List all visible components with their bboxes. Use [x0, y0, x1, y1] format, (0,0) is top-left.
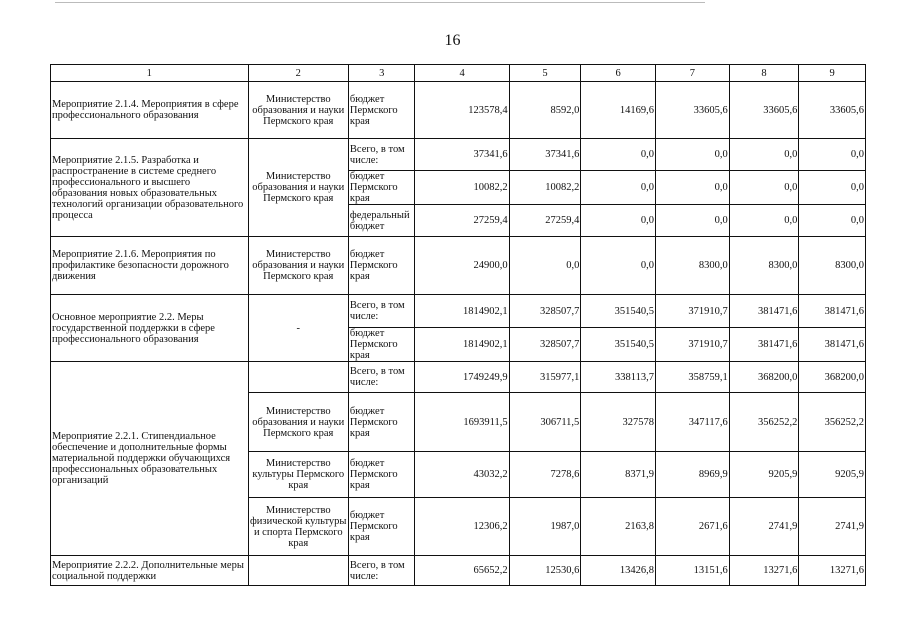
value-cell: 328507,7: [509, 328, 581, 362]
executor: Министерство культуры Пермского края: [248, 452, 348, 498]
value-cell: 381471,6: [729, 295, 799, 328]
value-cell: 123578,4: [415, 82, 509, 139]
value-cell: 381471,6: [729, 328, 799, 362]
header-cell: 8: [729, 65, 799, 82]
value-cell: 306711,5: [509, 393, 581, 452]
value-cell: 27259,4: [415, 205, 509, 237]
value-cell: 13271,6: [729, 556, 799, 586]
value-cell: 338113,7: [581, 362, 656, 393]
value-cell: 371910,7: [656, 328, 730, 362]
value-cell: 8592,0: [509, 82, 581, 139]
value-cell: 9205,9: [799, 452, 866, 498]
header-cell: 3: [348, 65, 415, 82]
executor: Министерство образования и науки Пермского края: [248, 139, 348, 237]
value-cell: 1749249,9: [415, 362, 509, 393]
value-cell: 0,0: [581, 205, 656, 237]
activity-name: Мероприятие 2.2.1. Стипендиальное обеспечение и дополнительные формы материальной поддержки обучающихся профессиональных образовательных организаций: [51, 362, 249, 556]
value-cell: 65652,2: [415, 556, 509, 586]
table-row: [51, 139, 866, 171]
activity-name: Мероприятие 2.1.6. Мероприятия по профилактике безопасности дорожного движения: [51, 237, 249, 295]
funding-source: Всего, в том числе:: [348, 295, 415, 328]
scan-top-edge: [55, 2, 705, 3]
value-cell: 37341,6: [509, 139, 581, 171]
value-cell: 351540,5: [581, 295, 656, 328]
funding-source: бюджет Пермского края: [348, 393, 415, 452]
value-cell: 8300,0: [656, 237, 730, 295]
value-cell: 327578: [581, 393, 656, 452]
value-cell: 356252,2: [799, 393, 866, 452]
value-cell: 0,0: [799, 139, 866, 171]
value-cell: 14169,6: [581, 82, 656, 139]
header-cell: 5: [509, 65, 581, 82]
value-cell: 356252,2: [729, 393, 799, 452]
table-row: [51, 82, 866, 139]
value-cell: 24900,0: [415, 237, 509, 295]
table-row: [51, 295, 866, 328]
value-cell: 2741,9: [729, 498, 799, 556]
funding-source: бюджет Пермского края: [348, 82, 415, 139]
value-cell: 0,0: [729, 205, 799, 237]
funding-source: бюджет Пермского края: [348, 328, 415, 362]
value-cell: 0,0: [656, 171, 730, 205]
value-cell: 13271,6: [799, 556, 866, 586]
value-cell: 37341,6: [415, 139, 509, 171]
value-cell: 13151,6: [656, 556, 730, 586]
value-cell: 33605,6: [656, 82, 730, 139]
value-cell: 328507,7: [509, 295, 581, 328]
value-cell: 8969,9: [656, 452, 730, 498]
value-cell: 8300,0: [729, 237, 799, 295]
value-cell: 358759,1: [656, 362, 730, 393]
value-cell: 9205,9: [729, 452, 799, 498]
table-row: [51, 362, 866, 393]
value-cell: 33605,6: [729, 82, 799, 139]
executor: Министерство образования и науки Пермского края: [248, 237, 348, 295]
header-cell: 2: [248, 65, 348, 82]
funding-source: бюджет Пермского края: [348, 237, 415, 295]
value-cell: 0,0: [656, 205, 730, 237]
executor: [248, 362, 348, 393]
value-cell: 351540,5: [581, 328, 656, 362]
funding-source: бюджет Пермского края: [348, 171, 415, 205]
value-cell: 2671,6: [656, 498, 730, 556]
value-cell: 347117,6: [656, 393, 730, 452]
budget-table: [50, 64, 866, 586]
value-cell: 368200,0: [729, 362, 799, 393]
value-cell: 10082,2: [415, 171, 509, 205]
value-cell: 1693911,5: [415, 393, 509, 452]
funding-source: бюджет Пермского края: [348, 498, 415, 556]
funding-source: Всего, в том числе:: [348, 362, 415, 393]
executor: Министерство образования и науки Пермского края: [248, 82, 348, 139]
page-number: 16: [444, 32, 461, 49]
activity-name: Основное мероприятие 2.2. Меры государственной поддержки в сфере профессионального образования: [51, 295, 249, 362]
header-cell: 9: [799, 65, 866, 82]
activity-name: Мероприятие 2.2.2. Дополнительные меры социальной поддержки: [51, 556, 249, 586]
value-cell: 13426,8: [581, 556, 656, 586]
value-cell: 33605,6: [799, 82, 866, 139]
value-cell: 1987,0: [509, 498, 581, 556]
header-cell: 4: [415, 65, 509, 82]
value-cell: 0,0: [799, 171, 866, 205]
value-cell: 0,0: [729, 139, 799, 171]
header-cell: 6: [581, 65, 656, 82]
executor: [248, 556, 348, 586]
value-cell: 27259,4: [509, 205, 581, 237]
value-cell: 12530,6: [509, 556, 581, 586]
funding-source: Всего, в том числе:: [348, 556, 415, 586]
table-row: [51, 237, 866, 295]
activity-name: Мероприятие 2.1.4. Мероприятия в сфере профессионального образования: [51, 82, 249, 139]
value-cell: 368200,0: [799, 362, 866, 393]
value-cell: 0,0: [729, 171, 799, 205]
value-cell: 0,0: [509, 237, 581, 295]
executor: Министерство физической культуры и спорта Пермского края: [248, 498, 348, 556]
value-cell: 2741,9: [799, 498, 866, 556]
header-cell: 1: [51, 65, 249, 82]
value-cell: 0,0: [581, 139, 656, 171]
value-cell: 12306,2: [415, 498, 509, 556]
value-cell: 371910,7: [656, 295, 730, 328]
value-cell: 0,0: [799, 205, 866, 237]
value-cell: 1814902,1: [415, 295, 509, 328]
table-header-row: [51, 65, 866, 82]
value-cell: 0,0: [581, 237, 656, 295]
value-cell: 315977,1: [509, 362, 581, 393]
value-cell: 0,0: [656, 139, 730, 171]
value-cell: 10082,2: [509, 171, 581, 205]
table-row: [51, 556, 866, 586]
funding-source: федеральный бюджет: [348, 205, 415, 237]
activity-name: Мероприятие 2.1.5. Разработка и распространение в системе среднего профессионального и высшего образования новых образовательных технологий организации образовательного процесса: [51, 139, 249, 237]
header-cell: 7: [656, 65, 730, 82]
value-cell: 8371,9: [581, 452, 656, 498]
executor: Министерство образования и науки Пермского края: [248, 393, 348, 452]
value-cell: 7278,6: [509, 452, 581, 498]
value-cell: 43032,2: [415, 452, 509, 498]
funding-source: бюджет Пермского края: [348, 452, 415, 498]
value-cell: 381471,6: [799, 295, 866, 328]
value-cell: 8300,0: [799, 237, 866, 295]
executor: -: [248, 295, 348, 362]
value-cell: 0,0: [581, 171, 656, 205]
funding-source: Всего, в том числе:: [348, 139, 415, 171]
value-cell: 2163,8: [581, 498, 656, 556]
value-cell: 1814902,1: [415, 328, 509, 362]
value-cell: 381471,6: [799, 328, 866, 362]
